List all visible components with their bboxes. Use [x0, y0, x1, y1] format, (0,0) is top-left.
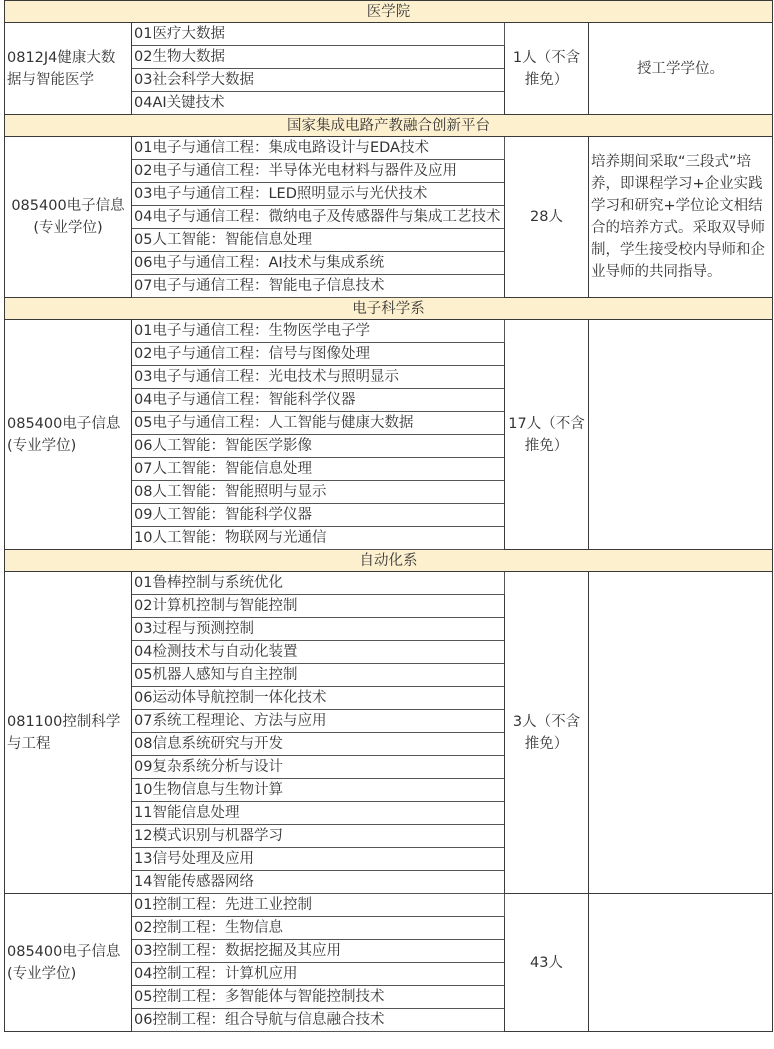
research-direction: 03过程与预测控制	[132, 618, 505, 641]
section-header-automation	[5, 550, 773, 572]
research-direction: 06电子与通信工程：AI技术与集成系统	[132, 252, 505, 275]
research-direction: 11智能信息处理	[132, 802, 505, 825]
research-direction: 10生物信息与生物计算	[132, 779, 505, 802]
research-direction: 02电子与通信工程：信号与图像处理	[132, 343, 505, 366]
enrollment-quota: 28人	[505, 137, 589, 298]
research-direction: 10人工智能：物联网与光通信	[132, 527, 505, 550]
research-direction: 07人工智能：智能信息处理	[132, 458, 505, 481]
research-direction: 08信息系统研究与开发	[132, 733, 505, 756]
section-header-ic-platform	[5, 115, 773, 137]
research-direction: 12模式识别与机器学习	[132, 825, 505, 848]
research-direction: 04电子与通信工程：智能科学仪器	[132, 389, 505, 412]
research-direction: 05电子与通信工程：人工智能与健康大数据	[132, 412, 505, 435]
research-direction: 13信号处理及应用	[132, 848, 505, 871]
section-header-electronic-science	[5, 298, 773, 320]
research-direction: 02计算机控制与智能控制	[132, 595, 505, 618]
research-direction: 03电子与通信工程：光电技术与照明显示	[132, 366, 505, 389]
major-name: 081100控制科学与工程	[5, 572, 132, 894]
enrollment-table	[4, 0, 773, 1032]
remarks: 培养期间采取“三段式”培养，即课程学习+企业实践学习和研究+学位论文相结合的培养方式。采取双导师制，学生接受校内导师和企业导师的共同指导。	[589, 137, 773, 298]
research-direction: 01电子与通信工程：生物医学电子学	[132, 320, 505, 343]
enrollment-quota: 17人（不含推免）	[505, 320, 589, 550]
research-direction: 04检测技术与自动化装置	[132, 641, 505, 664]
research-direction: 01鲁棒控制与系统优化	[132, 572, 505, 595]
major-name: 0812J4健康大数据与智能医学	[5, 23, 132, 115]
section-title: 电子科学系	[5, 298, 773, 320]
research-direction: 09复杂系统分析与设计	[132, 756, 505, 779]
research-direction: 07电子与通信工程：智能电子信息技术	[132, 275, 505, 298]
remarks	[589, 894, 773, 1032]
research-direction: 04控制工程：计算机应用	[132, 963, 505, 986]
enrollment-quota: 3人（不含推免）	[505, 572, 589, 894]
research-direction: 01医疗大数据	[132, 23, 505, 46]
major-name: 085400电子信息(专业学位)	[5, 894, 132, 1032]
research-direction: 02控制工程：生物信息	[132, 917, 505, 940]
research-direction: 03控制工程：数据挖掘及其应用	[132, 940, 505, 963]
research-direction: 01电子与通信工程：集成电路设计与EDA技术	[132, 137, 505, 160]
section-title: 自动化系	[5, 550, 773, 572]
research-direction: 03电子与通信工程：LED照明显示与光伏技术	[132, 183, 505, 206]
research-direction: 05人工智能：智能信息处理	[132, 229, 505, 252]
research-direction: 05控制工程：多智能体与智能控制技术	[132, 986, 505, 1009]
section-title: 医学院	[5, 1, 773, 23]
section-header-medical-school	[5, 1, 773, 23]
enrollment-quota: 43人	[505, 894, 589, 1032]
research-direction: 09人工智能：智能科学仪器	[132, 504, 505, 527]
major-name: 085400电子信息(专业学位)	[5, 137, 132, 298]
research-direction: 06人工智能：智能医学影像	[132, 435, 505, 458]
remarks	[589, 572, 773, 894]
section-title: 国家集成电路产教融合创新平台	[5, 115, 773, 137]
research-direction: 06控制工程：组合导航与信息融合技术	[132, 1009, 505, 1032]
remarks	[589, 320, 773, 550]
remarks: 授工学学位。	[589, 23, 773, 115]
research-direction: 14智能传感器网络	[132, 871, 505, 894]
research-direction: 01控制工程：先进工业控制	[132, 894, 505, 917]
research-direction: 07系统工程理论、方法与应用	[132, 710, 505, 733]
enrollment-quota: 1人（不含推免）	[505, 23, 589, 115]
research-direction: 05机器人感知与自主控制	[132, 664, 505, 687]
research-direction: 08人工智能：智能照明与显示	[132, 481, 505, 504]
research-direction: 02生物大数据	[132, 46, 505, 69]
research-direction: 04电子与通信工程：微纳电子及传感器件与集成工艺技术	[132, 206, 505, 229]
research-direction: 03社会科学大数据	[132, 69, 505, 92]
major-name: 085400电子信息(专业学位)	[5, 320, 132, 550]
research-direction: 06运动体导航控制一体化技术	[132, 687, 505, 710]
research-direction: 04AI关键技术	[132, 92, 505, 115]
research-direction: 02电子与通信工程：半导体光电材料与器件及应用	[132, 160, 505, 183]
